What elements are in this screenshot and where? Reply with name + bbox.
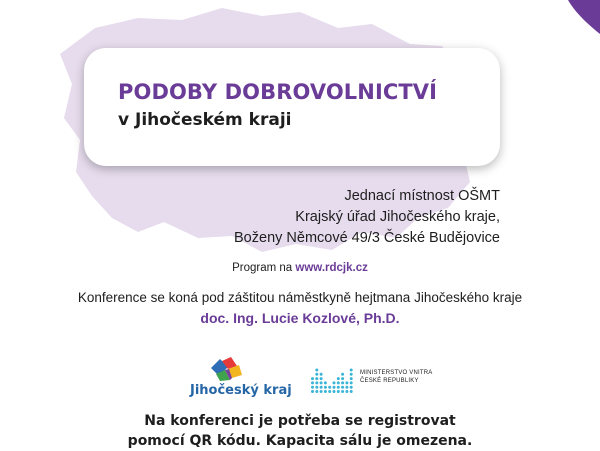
notice-line-2: pomocí QR kódu. Kapacita sálu je omezena. [127, 433, 473, 449]
venue-building: Krajský úřad Jihočeského kraje, [295, 209, 500, 225]
ministry-dot [320, 390, 323, 393]
ministry-dot [345, 386, 348, 389]
ministry-dot [311, 381, 314, 384]
ministry-dot [350, 390, 353, 393]
ministry-dot [337, 381, 340, 384]
ministry-dot [341, 373, 344, 376]
ministry-dot [337, 377, 340, 380]
ministry-dot [311, 377, 314, 380]
ministry-dot [341, 381, 344, 384]
venue-room: Jednací místnost OŠMT [344, 188, 500, 204]
ministry-dot [350, 377, 353, 380]
ministry-dot [350, 381, 353, 384]
patronage-text: Konference se koná pod záštitou náměstkyně hejtmana Jihočeského kraje [77, 290, 523, 305]
jihocesky-kraj-logo [190, 356, 290, 400]
patron-name: doc. Ing. Lucie Kozlové, Ph.D. [200, 310, 400, 326]
ministry-dot [345, 390, 348, 393]
notice-line-1: Na konferenci je potřeba se registrovat [144, 413, 456, 429]
corner-swoosh [560, 0, 600, 40]
registration-notice [0, 411, 600, 451]
ministry-dot [315, 369, 318, 372]
ministry-dot [315, 390, 318, 393]
ministry-dot [324, 381, 327, 384]
conference-title: PODOBY DOBROVOLNICTVÍ [118, 80, 438, 104]
ministry-dot [311, 390, 314, 393]
ministry-dot [333, 381, 336, 384]
ministry-dot [350, 386, 353, 389]
ministry-dot [333, 390, 336, 393]
ministry-name-line2: ČESKÉ REPUBLIKY [360, 378, 419, 384]
ministry-dot [350, 369, 353, 372]
ministry-dot [311, 386, 314, 389]
ministry-dot [333, 386, 336, 389]
venue-street: Boženy Němcové 49/3 České Budějovice [234, 230, 500, 246]
ministry-dot [341, 390, 344, 393]
ministry-dot [315, 377, 318, 380]
ministry-name [360, 369, 432, 385]
ministry-dot [328, 386, 331, 389]
ministry-dot [315, 381, 318, 384]
ministry-dot [341, 377, 344, 380]
venue-address [234, 186, 500, 249]
title-card [84, 48, 500, 166]
program-link[interactable]: www.rdcjk.cz [295, 262, 368, 274]
ministry-dot [350, 373, 353, 376]
kraj-name: Jihočeský kraj [190, 383, 292, 398]
ministry-dot [337, 390, 340, 393]
ministry-name-line1: MINISTERSTVO VNITRA [360, 370, 433, 376]
ministry-dot [315, 373, 318, 376]
ministry-dot [324, 386, 327, 389]
ministry-dot [324, 390, 327, 393]
ministry-logo [310, 362, 460, 394]
ministry-dot [345, 381, 348, 384]
kraj-emblem-icon [208, 356, 244, 382]
ministry-dot [337, 386, 340, 389]
program-prefix: Program na [232, 262, 293, 274]
ministry-dots-icon [310, 362, 356, 394]
conference-subtitle: v Jihočeském kraji [118, 110, 292, 130]
program-line [0, 262, 600, 274]
ministry-dot [320, 386, 323, 389]
ministry-dot [341, 386, 344, 389]
ministry-dot [315, 386, 318, 389]
ministry-dot [320, 377, 323, 380]
ministry-dot [320, 373, 323, 376]
ministry-dot [328, 390, 331, 393]
ministry-dot [320, 381, 323, 384]
